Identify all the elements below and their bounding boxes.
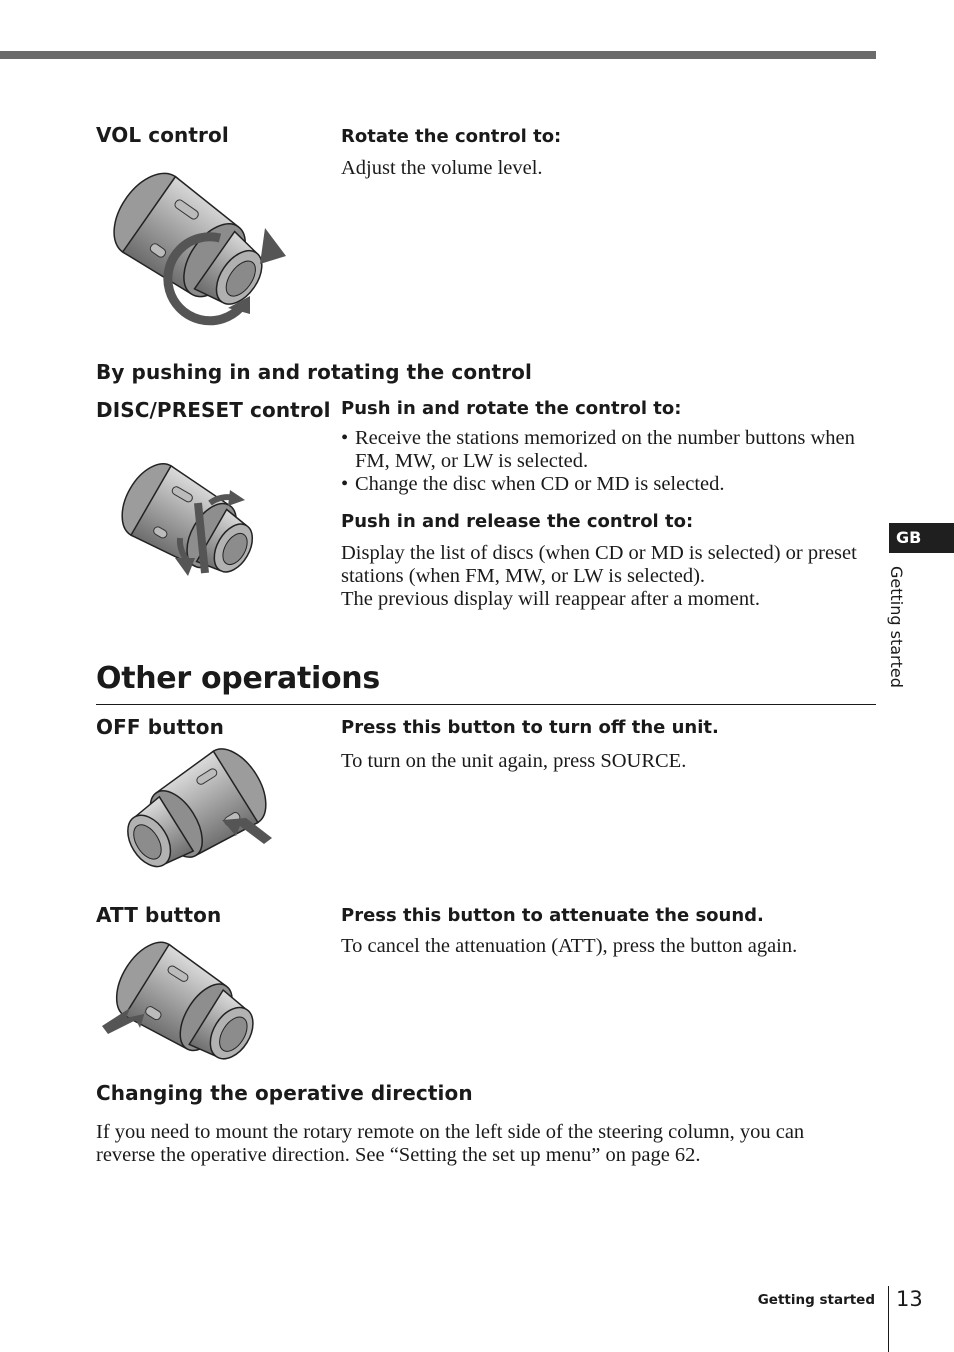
disc-bullet-list [341,427,861,496]
disc-heading-release: Push in and release the control to: [341,511,694,532]
disc-heading-rotate: Push in and rotate the control to: [341,398,682,419]
disc-bullet-stations: • Receive the stations memorized on the number buttons when FM, MW, or LW is selected. [341,427,861,473]
other-operations-title: Other operations [96,661,380,696]
disc-text-display: Display the list of discs (when CD or MD is selected) or preset stations (when FM, MW, or LW is selected). [341,542,857,587]
off-button-label: OFF button [96,715,224,739]
att-remote-illustration [100,942,270,1067]
pushing-heading: By pushing in and rotating the control [96,360,532,384]
footer-divider [888,1286,889,1352]
disc-control-label: DISC/PRESET control [96,398,331,422]
section-vertical-label: Getting started [887,566,906,688]
disc-remote-illustration [110,458,280,588]
disc-text-reappear: The previous display will reappear after a moment. [341,588,760,610]
off-text: To turn on the unit again, press SOURCE. [341,750,687,772]
direction-heading: Changing the operative direction [96,1081,473,1105]
vol-control-label: VOL control [96,123,229,147]
language-tab: GB [889,523,954,553]
top-bar [0,51,876,59]
att-text: To cancel the attenuation (ATT), press the button again. [341,935,798,957]
att-button-label: ATT button [96,903,222,927]
vol-text: Adjust the volume level. [341,157,543,179]
page-number: 13 [896,1287,923,1311]
section-rule [96,704,876,705]
footer-section-label: Getting started [757,1292,875,1308]
vol-heading: Rotate the control to: [341,126,562,147]
disc-bullet-change: • Change the disc when CD or MD is selected. [341,473,861,496]
direction-text: If you need to mount the rotary remote on the left side of the steering column, you can reverse the operative direction. See “Setting the set up menu” on page 62. [96,1121,805,1166]
off-heading: Press this button to turn off the unit. [341,717,719,738]
off-remote-illustration [104,752,279,880]
att-heading: Press this button to attenuate the sound. [341,905,764,926]
vol-remote-illustration [100,168,300,318]
